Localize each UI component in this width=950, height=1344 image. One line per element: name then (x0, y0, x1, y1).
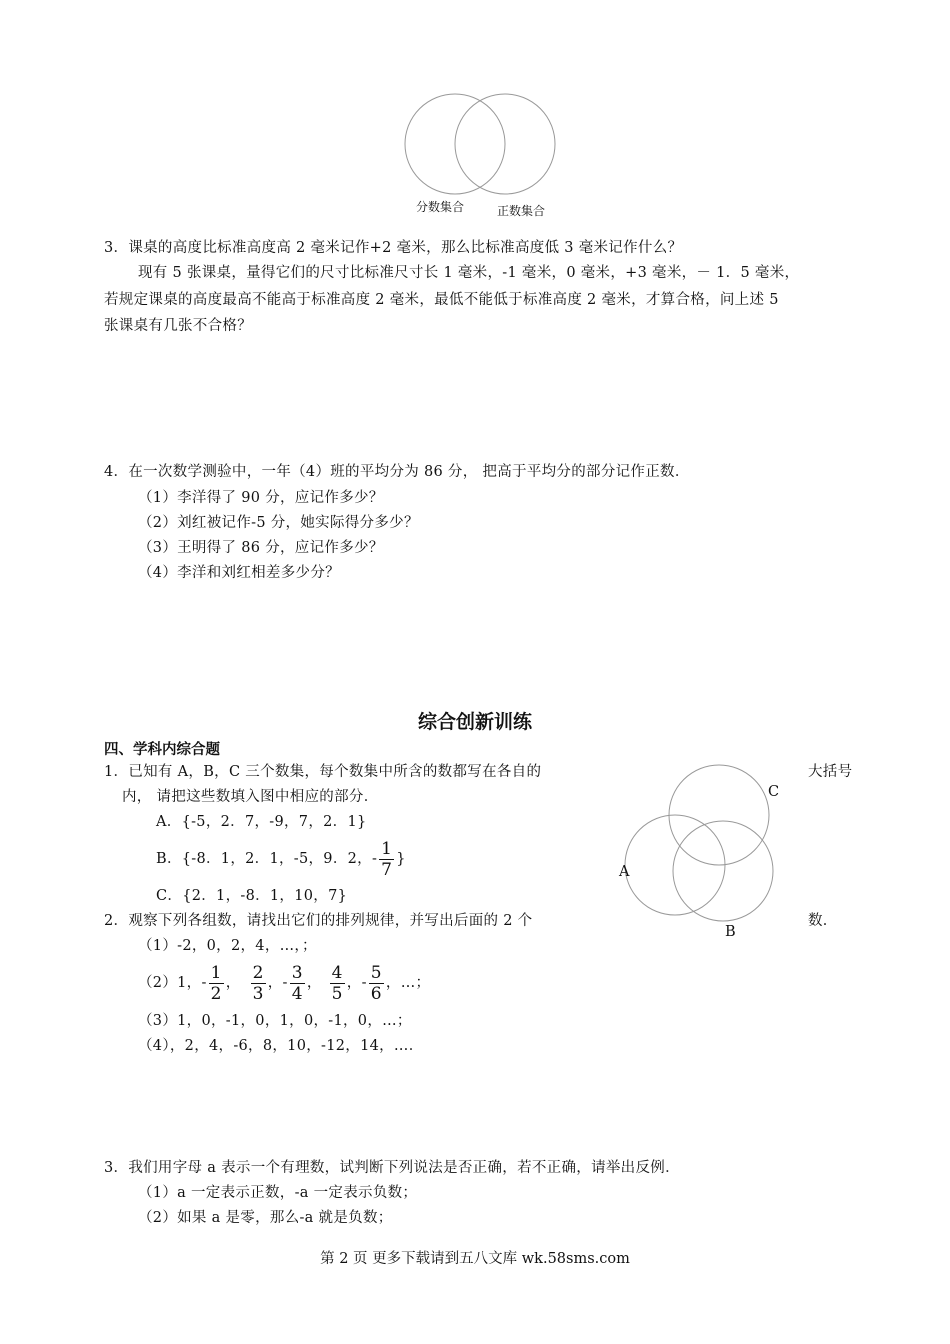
s1-option-c: C．{2．1，-8．1，10，7} (156, 888, 348, 904)
fraction-numerator: 1 (210, 962, 222, 983)
q4-item-3: （3）王明得了 86 分，应记作多少？ (138, 540, 384, 556)
fraction-numerator: 4 (331, 962, 343, 983)
s2-item-2 (138, 958, 430, 1008)
fraction-numerator: 3 (291, 962, 303, 983)
s1-stem-b: 大括号 (808, 764, 853, 780)
s2-separator-4: ，- (346, 975, 367, 991)
q4-item-1: （1）李洋得了 90 分，应记作多少？ (138, 490, 384, 506)
venn-label-positive: 正数集合 (497, 204, 546, 218)
venn-label-fraction: 分数集合 (416, 200, 465, 214)
s2-item-2-prefix: （2）1，- (138, 975, 207, 991)
q4-item-2: （2）刘红被记作-5 分，她实际得分多少？ (138, 515, 419, 531)
fraction-denominator: 3 (252, 983, 264, 1004)
fraction-numerator: 5 (370, 962, 382, 983)
s2-separator-1: ， (225, 975, 241, 991)
venn-circle-b (673, 821, 773, 921)
fraction-denominator: 2 (210, 983, 222, 1004)
s1-option-b-prefix: B．{-8．1，2．1，-5，9．2，- (156, 851, 378, 867)
s2-stem-b: 数． (808, 913, 838, 929)
section-heading: 四、学科内综合题 (104, 742, 220, 758)
page-footer: 第 2 页 更多下载请到五八文库 wk.58sms.com (320, 1251, 630, 1267)
s2-fraction-1 (209, 963, 224, 1004)
s1-option-a: A．{-5，2．7，-9，7，2．1} (156, 814, 367, 830)
fraction-denominator: 4 (291, 983, 303, 1004)
q3-line4: 张课桌有几张不合格？ (104, 318, 252, 334)
fraction-numerator: 1 (381, 838, 393, 859)
fraction-denominator: 7 (381, 859, 393, 880)
s2-fraction-3 (290, 963, 305, 1004)
q3-line2: 现有 5 张课桌，量得它们的尺寸比标准尺寸长 1 毫米，-1 毫米，0 毫米，+3 毫米，－ 1．5 毫米， (138, 265, 800, 281)
fraction-denominator: 6 (370, 983, 382, 1004)
venn-label-b: B (725, 924, 736, 940)
section-title: 综合创新训练 (417, 711, 532, 733)
s2-separator-3: ， (306, 975, 322, 991)
s2-fraction-4 (330, 963, 345, 1004)
s2-item-3: （3）1，0，-1，0，1，0，-1，0，…； (138, 1013, 412, 1029)
s1-option-b-suffix: } (396, 851, 406, 867)
s2-item-4: （4），2，4，-6，8，10，-12，14，…． (138, 1038, 424, 1054)
q4-item-4: （4）李洋和刘红相差多少分？ (138, 565, 340, 581)
fraction-denominator: 5 (331, 983, 343, 1004)
q3-line3: 若规定课桌的高度最高不能高于标准高度 2 毫米，最低不能低于标准高度 2 毫米，才算合格，问上述 5 (104, 292, 779, 308)
q4-stem: 4．在一次数学测验中，一年（4）班的平均分为 86 分， 把高于平均分的部分记作正数． (104, 464, 690, 480)
s3-item-2: （2）如果 a 是零，那么-a 就是负数； (138, 1210, 393, 1226)
venn-circle-a (625, 815, 725, 915)
s2-fraction-5 (369, 963, 384, 1004)
s3-item-1: （1）a 一定表示正数，-a 一定表示负数； (138, 1185, 418, 1201)
fraction-numerator: 2 (252, 962, 264, 983)
s1-stem-a: 1．已知有 A，B，C 三个数集，每个数集中所含的数都写在各自的 (104, 764, 542, 780)
s1-stem-c: 内， 请把这些数填入图中相应的部分． (122, 789, 379, 805)
s2-fraction-2 (251, 963, 266, 1004)
s2-separator-5: ，…； (385, 975, 431, 991)
s2-item-1: （1）-2，0，2，4，…，； (138, 938, 317, 954)
q3-line1: 3．课桌的高度比标准高度高 2 毫米记作+2 毫米，那么比标准高度低 3 毫米记作什么？ (104, 240, 683, 256)
venn-label-a: A (619, 864, 630, 880)
s2-stem-a: 2．观察下列各组数，请找出它们的排列规律，并写出后面的 2 个 (104, 913, 533, 929)
s3-stem: 3．我们用字母 a 表示一个有理数，试判断下列说法是否正确，若不正确，请举出反例． (104, 1160, 680, 1176)
venn-label-c: C (768, 784, 780, 800)
s2-separator-2: ，- (267, 975, 288, 991)
venn-circle-c (669, 765, 769, 865)
